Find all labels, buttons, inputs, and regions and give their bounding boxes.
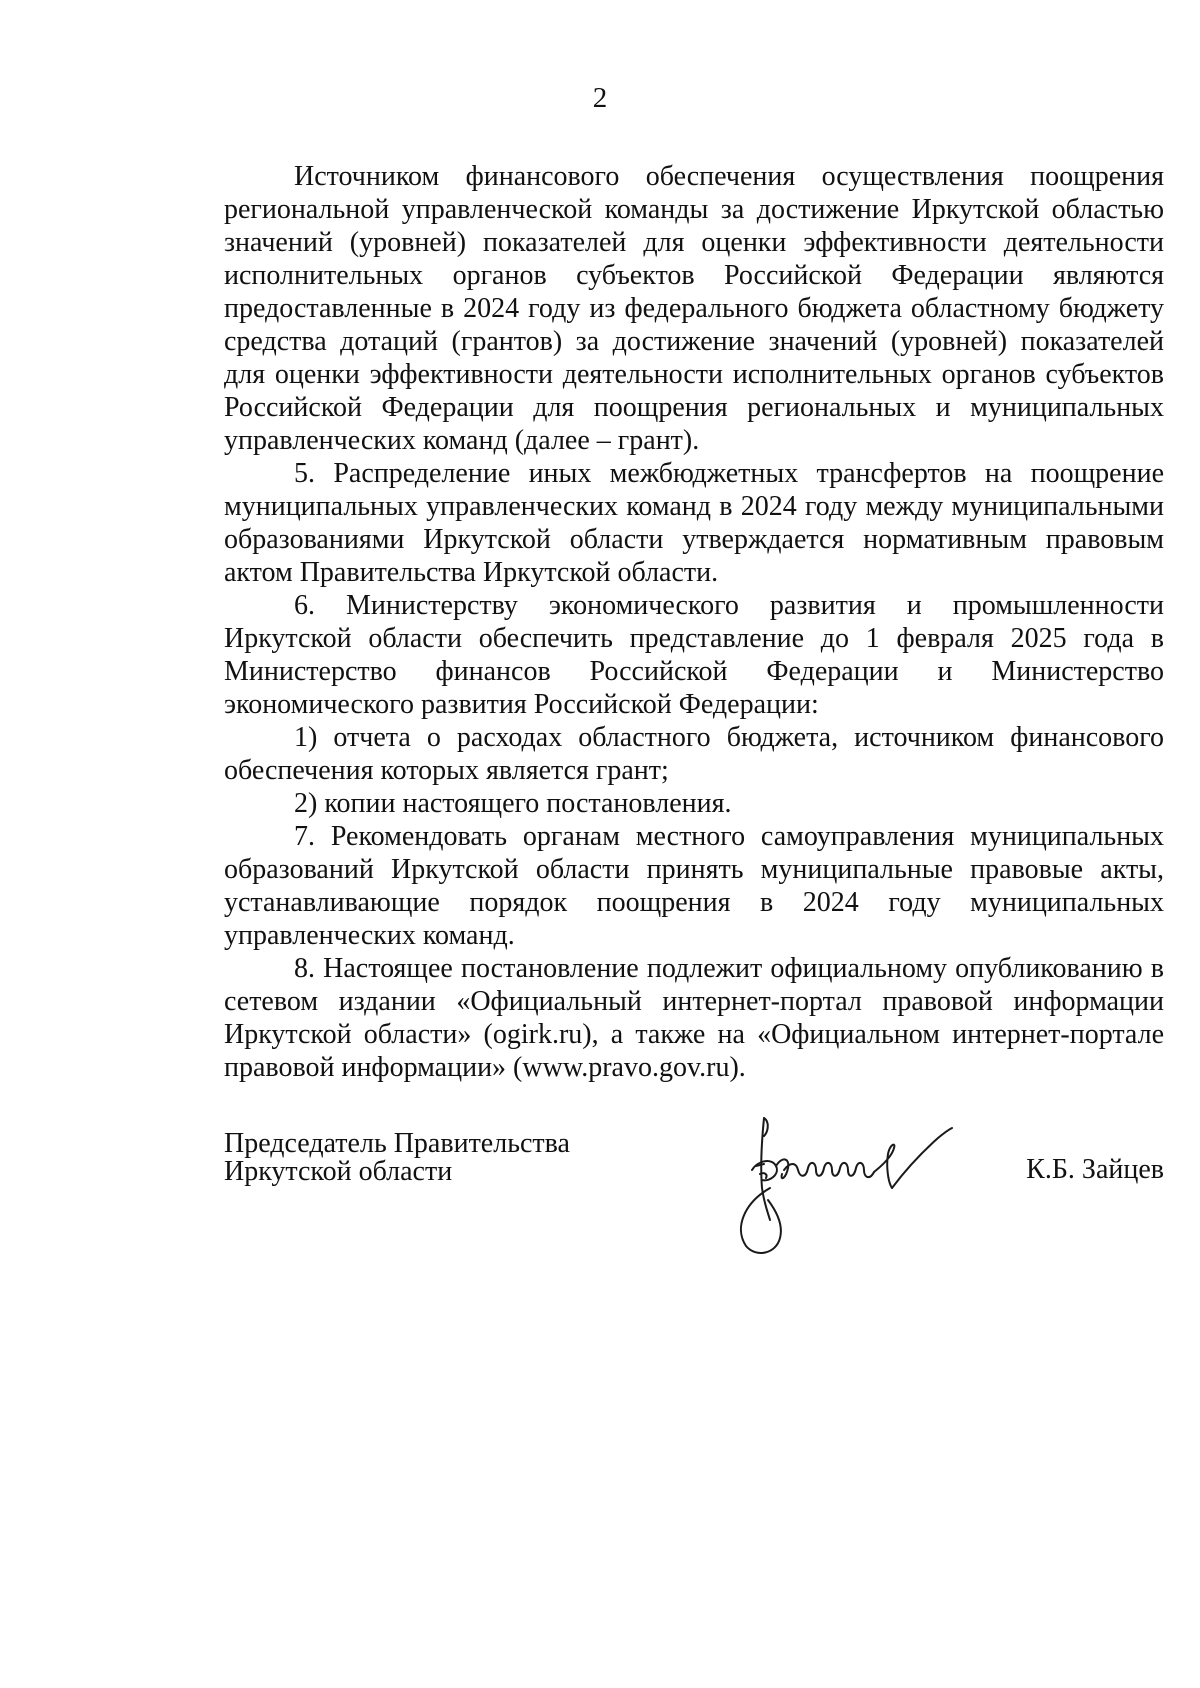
signatory-title-line-1: Председатель Правительства [224, 1128, 570, 1159]
paragraph-funding-source: Источником финансового обеспечения осуществления поощрения региональной управленческой команды за достижение Иркутской областью значений (уровней) показателей для оценки эффективности деятельности исполнительных органов субъектов Российской Федерации являются предоставленные в 2024 году из федерального бюджета областному бюджету средства дотаций (грантов) за достижение значений (уровней) показателей для оценки эффективности деятельности исполнительных органов субъектов Российской Федерации для поощрения региональных и муниципальных управленческих команд (далее – грант). [224, 161, 1164, 456]
paragraph-item-6: 6. Министерству экономического развития и промышленности Иркутской области обеспечить представление до 1 февраля 2025 года в Министерство финансов Российской Федерации и Министерство экономического развития Российской Федерации: [224, 590, 1164, 720]
handwritten-signature [724, 1108, 954, 1258]
document-body [224, 160, 1164, 1084]
paragraph-subitem-2: 2) копии настоящего постановления. [294, 788, 732, 819]
paragraph-item-8: 8. Настоящее постановление подлежит официальному опубликованию в сетевом издании «Официальный интернет-портал правовой информации Иркутской области» (ogirk.ru), а также на «Официальном интернет-портале правовой информации» (www.pravo.gov.ru). [224, 953, 1164, 1083]
paragraph-item-5: 5. Распределение иных межбюджетных трансфертов на поощрение муниципальных управленческих команд в 2024 году между муниципальными образованиями Иркутской области утверждается нормативным правовым актом Правительства Иркутской области. [224, 458, 1164, 588]
signatory-title-line-2: Иркутской области [224, 1156, 453, 1187]
signatory-name: К.Б. Зайцев [1026, 1154, 1164, 1185]
signature-block [224, 1130, 1164, 1280]
paragraph-subitem-1: 1) отчета о расходах областного бюджета, источником финансового обеспечения которых является грант; [224, 722, 1164, 786]
paragraph-item-7: 7. Рекомендовать органам местного самоуправления муниципальных образований Иркутской области принять муниципальные правовые акты, устанавливающие порядок поощрения в 2024 году муниципальных управленческих команд. [224, 821, 1164, 951]
signatory-title [224, 1130, 570, 1186]
page-number: 2 [592, 82, 608, 114]
